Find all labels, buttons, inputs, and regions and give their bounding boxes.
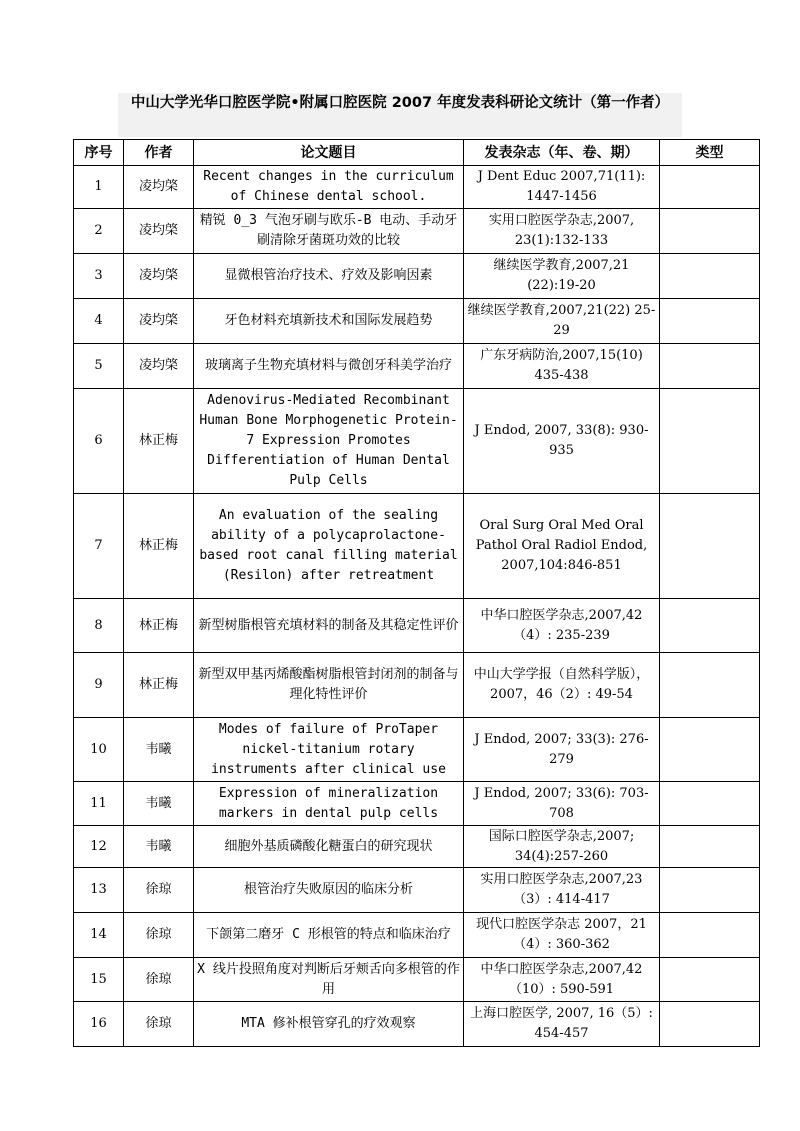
row-type	[660, 166, 760, 209]
row-number: 5	[74, 344, 124, 389]
row-number: 2	[74, 209, 124, 254]
header-author: 作者	[124, 140, 194, 166]
table-row	[74, 494, 760, 599]
row-author: 凌均棨	[124, 209, 194, 254]
row-journal: 中华口腔医学杂志,2007,42（10）: 590-591	[464, 958, 660, 1002]
row-number: 3	[74, 254, 124, 299]
table-row	[74, 913, 760, 958]
page-title: 中山大学光华口腔医学院•附属口腔医院 2007 年度发表科研论文统计（第一作者）	[118, 93, 682, 137]
row-type	[660, 494, 760, 599]
row-journal: 中华口腔医学杂志,2007,42（4）: 235-239	[464, 599, 660, 653]
row-type	[660, 782, 760, 826]
table-row	[74, 782, 760, 826]
row-type	[660, 653, 760, 718]
row-paper-title: X 线片投照角度对判断后牙颊舌向多根管的作用	[194, 958, 464, 1002]
header-type: 类型	[660, 140, 760, 166]
publications-table	[73, 139, 760, 1047]
row-author: 徐琼	[124, 958, 194, 1002]
table-row	[74, 299, 760, 344]
row-journal: 实用口腔医学杂志,2007,23（3）: 414-417	[464, 868, 660, 913]
table-row	[74, 344, 760, 389]
row-author: 韦曦	[124, 718, 194, 782]
row-paper-title: An evaluation of the sealing ability of a polycaprolactone-based root canal filling material (Resilon) after retreatment	[194, 494, 464, 599]
row-type	[660, 718, 760, 782]
row-number: 11	[74, 782, 124, 826]
row-paper-title: 新型树脂根管充填材料的制备及其稳定性评价	[194, 599, 464, 653]
row-author: 凌均棨	[124, 344, 194, 389]
table-row	[74, 254, 760, 299]
row-type	[660, 299, 760, 344]
row-number: 9	[74, 653, 124, 718]
row-journal: 广东牙病防治,2007,15(10) 435-438	[464, 344, 660, 389]
table-row	[74, 958, 760, 1002]
row-paper-title: Recent changes in the curriculum of Chinese dental school.	[194, 166, 464, 209]
row-author: 凌均棨	[124, 299, 194, 344]
table-row	[74, 868, 760, 913]
table-row	[74, 1002, 760, 1047]
row-author: 徐琼	[124, 868, 194, 913]
row-number: 6	[74, 389, 124, 494]
table-row	[74, 599, 760, 653]
row-author: 凌均棨	[124, 166, 194, 209]
row-number: 4	[74, 299, 124, 344]
row-author: 徐琼	[124, 1002, 194, 1047]
row-paper-title: MTA 修补根管穿孔的疗效观察	[194, 1002, 464, 1047]
row-journal: 继续医学教育,2007,21 (22):19-20	[464, 254, 660, 299]
row-author: 韦曦	[124, 826, 194, 868]
row-paper-title: Adenovirus-Mediated Recombinant Human Bone Morphogenetic Protein-7 Expression Promotes Differentiation of Human Dental Pulp Cells	[194, 389, 464, 494]
row-journal: 上海口腔医学, 2007, 16（5）: 454-457	[464, 1002, 660, 1047]
row-paper-title: 精锐 0_3 气泡牙刷与欧乐-B 电动、手动牙刷清除牙菌斑功效的比较	[194, 209, 464, 254]
row-type	[660, 958, 760, 1002]
row-type	[660, 913, 760, 958]
row-type	[660, 868, 760, 913]
row-paper-title: 玻璃离子生物充填材料与微创牙科美学治疗	[194, 344, 464, 389]
table-row	[74, 653, 760, 718]
row-type	[660, 209, 760, 254]
row-paper-title: 牙色材料充填新技术和国际发展趋势	[194, 299, 464, 344]
row-paper-title: 新型双甲基丙烯酸酯树脂根管封闭剂的制备与理化特性评价	[194, 653, 464, 718]
row-journal: J Endod, 2007; 33(6): 703-708	[464, 782, 660, 826]
row-author: 林正梅	[124, 389, 194, 494]
table-row	[74, 209, 760, 254]
row-number: 1	[74, 166, 124, 209]
row-author: 林正梅	[124, 599, 194, 653]
row-number: 13	[74, 868, 124, 913]
row-number: 7	[74, 494, 124, 599]
row-type	[660, 599, 760, 653]
row-number: 15	[74, 958, 124, 1002]
table-row	[74, 389, 760, 494]
row-journal: 继续医学教育,2007,21(22) 25-29	[464, 299, 660, 344]
row-number: 12	[74, 826, 124, 868]
table-row	[74, 166, 760, 209]
row-number: 10	[74, 718, 124, 782]
row-journal: 现代口腔医学杂志 2007，21（4）: 360-362	[464, 913, 660, 958]
table-row	[74, 826, 760, 868]
row-type	[660, 826, 760, 868]
row-journal: J Endod, 2007; 33(3): 276-279	[464, 718, 660, 782]
header-number: 序号	[74, 140, 124, 166]
row-author: 凌均棨	[124, 254, 194, 299]
row-paper-title: 细胞外基质磷酸化糖蛋白的研究现状	[194, 826, 464, 868]
row-type	[660, 389, 760, 494]
row-author: 林正梅	[124, 494, 194, 599]
row-author: 徐琼	[124, 913, 194, 958]
row-number: 14	[74, 913, 124, 958]
row-paper-title: Expression of mineralization markers in dental pulp cells	[194, 782, 464, 826]
row-journal: Oral Surg Oral Med Oral Pathol Oral Radiol Endod, 2007,104:846-851	[464, 494, 660, 599]
row-journal: J Endod, 2007, 33(8): 930-935	[464, 389, 660, 494]
row-paper-title: Modes of failure of ProTaper nickel-titanium rotary instruments after clinical use	[194, 718, 464, 782]
row-author: 林正梅	[124, 653, 194, 718]
row-journal: 国际口腔医学杂志,2007; 34(4):257-260	[464, 826, 660, 868]
table-header-row	[74, 140, 760, 166]
row-type	[660, 344, 760, 389]
row-author: 韦曦	[124, 782, 194, 826]
row-journal: 中山大学学报（自然科学版），2007，46（2）: 49-54	[464, 653, 660, 718]
row-paper-title: 根管治疗失败原因的临床分析	[194, 868, 464, 913]
header-journal: 发表杂志（年、卷、期）	[464, 140, 660, 166]
row-journal: 实用口腔医学杂志,2007, 23(1):132-133	[464, 209, 660, 254]
row-paper-title: 下颌第二磨牙 C 形根管的特点和临床治疗	[194, 913, 464, 958]
row-number: 8	[74, 599, 124, 653]
header-paper-title: 论文题目	[194, 140, 464, 166]
row-type	[660, 254, 760, 299]
row-number: 16	[74, 1002, 124, 1047]
table-row	[74, 718, 760, 782]
row-paper-title: 显微根管治疗技术、疗效及影响因素	[194, 254, 464, 299]
row-journal: J Dent Educ 2007,71(11): 1447-1456	[464, 166, 660, 209]
row-type	[660, 1002, 760, 1047]
